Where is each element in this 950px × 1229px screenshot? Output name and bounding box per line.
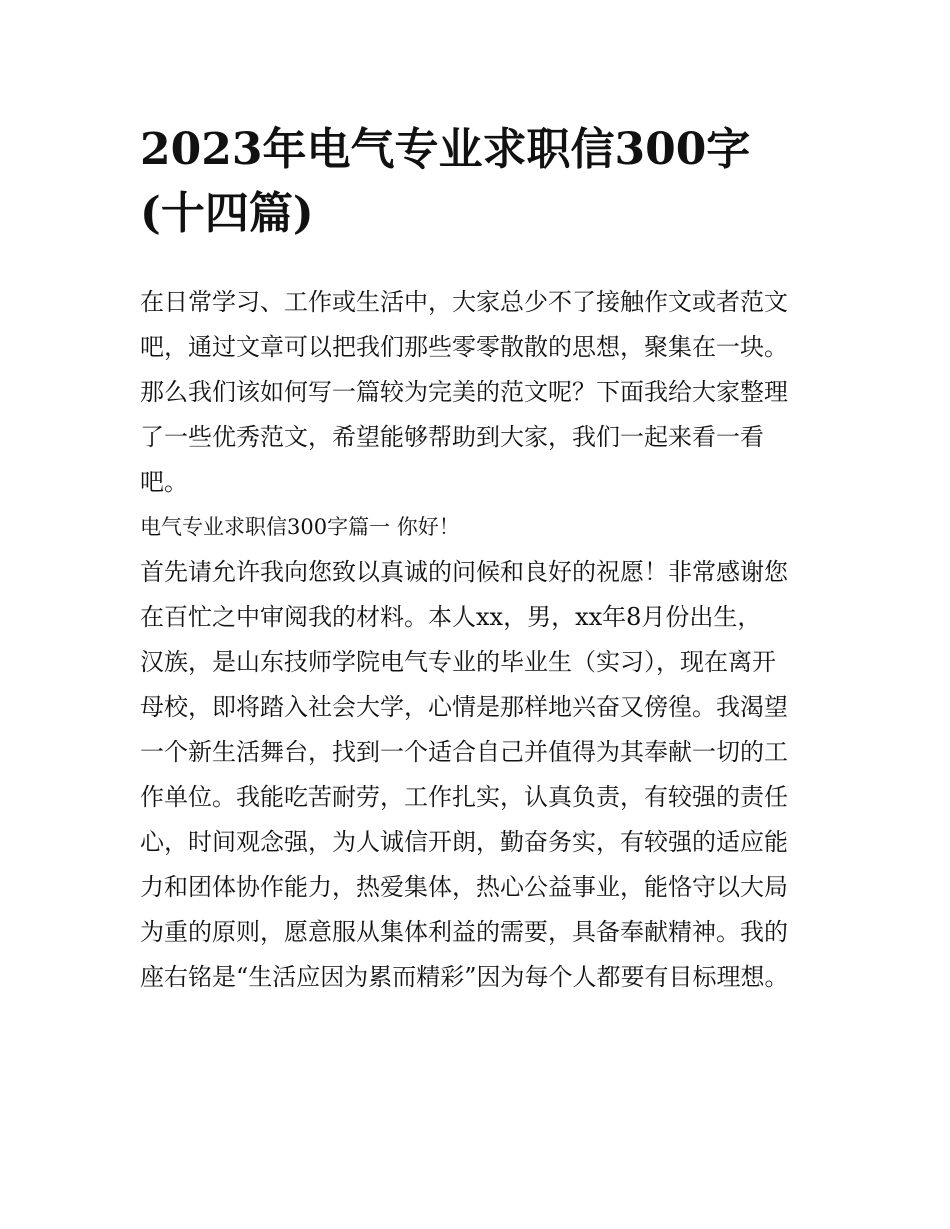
- body-line: 首先请允许我向您致以真诚的问候和良好的祝愿！非常感谢您: [140, 558, 788, 586]
- body-line: 一个新生活舞台，找到一个适合自己并值得为其奉献一切的工: [140, 738, 788, 766]
- body-line: 为重的原则，愿意服从集体利益的需要，具备奉献精神。我的: [140, 918, 788, 946]
- title-line: (十四篇): [140, 188, 314, 239]
- intro-line: 那么我们该如何写一篇较为完美的范文呢？下面我给大家整理: [140, 378, 788, 406]
- body-line: 作单位。我能吃苦耐劳，工作扎实，认真负责，有较强的责任: [140, 783, 788, 811]
- title-line: 2023年电气专业求职信300字: [140, 124, 751, 175]
- document-body: [140, 280, 830, 1000]
- intro-line: 吧，通过文章可以把我们那些零零散散的思想，聚集在一块。: [140, 333, 788, 361]
- body-line: 力和团体协作能力，热爱集体，热心公益事业，能恪守以大局: [140, 873, 788, 901]
- intro-line: 在日常学习、工作或生活中，大家总少不了接触作文或者范文: [140, 288, 788, 316]
- body-line: 母校，即将踏入社会大学，心情是那样地兴奋又傍徨。我渴望: [140, 693, 788, 721]
- intro-line: 吧。: [140, 468, 188, 496]
- document-title: [140, 118, 830, 246]
- section-heading: 电气专业求职信300字篇一 你好！: [140, 515, 460, 539]
- body-line: 心，时间观念强，为人诚信开朗，勤奋务实，有较强的适应能: [140, 828, 788, 856]
- intro-line: 了一些优秀范文，希望能够帮助到大家，我们一起来看一看: [140, 423, 764, 451]
- body-line: 座右铭是“生活应因为累而精彩”因为每个人都要有目标理想。: [140, 963, 789, 991]
- body-line: 在百忙之中审阅我的材料。本人xx，男，xx年8月份出生，: [140, 603, 762, 631]
- body-line: 汉族，是山东技师学院电气专业的毕业生（实习），现在离开: [140, 648, 776, 676]
